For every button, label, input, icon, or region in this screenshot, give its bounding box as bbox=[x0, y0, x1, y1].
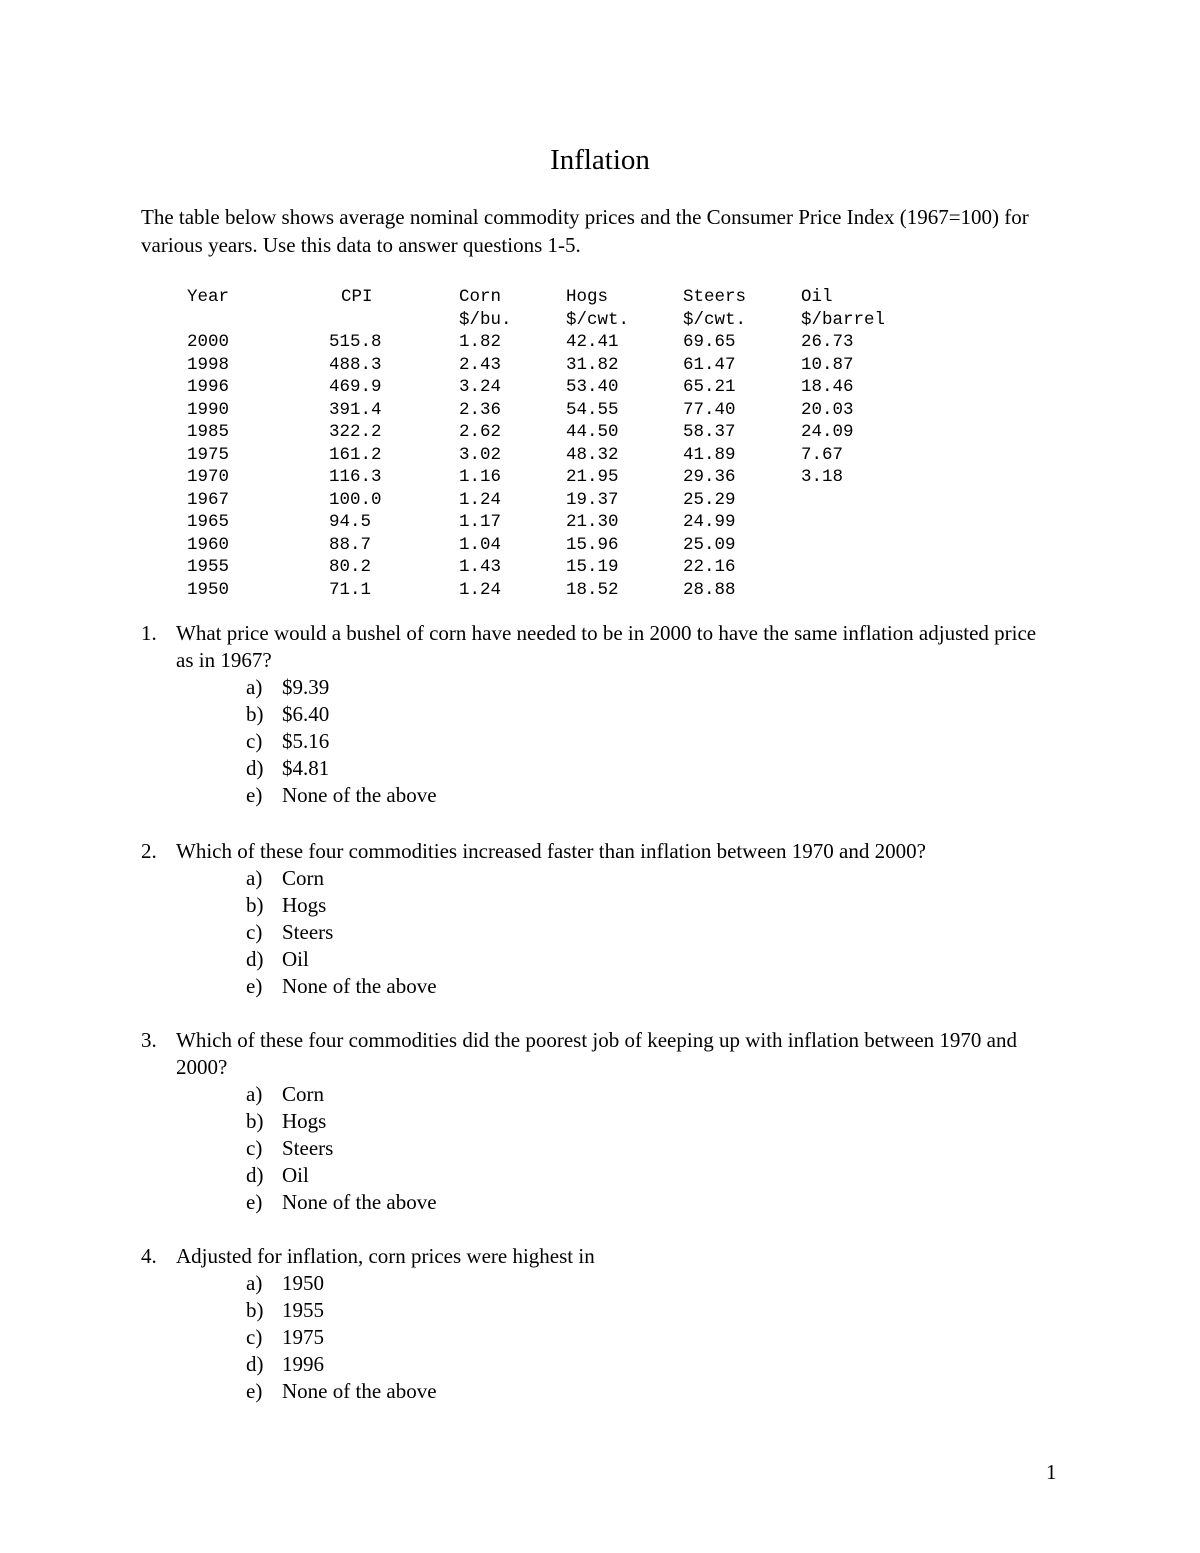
option-letter: d) bbox=[246, 756, 264, 780]
table-row bbox=[187, 376, 911, 399]
option-letter: b) bbox=[246, 893, 264, 917]
option-text: Steers bbox=[282, 1136, 334, 1160]
cell-hogs: 31.82 bbox=[566, 354, 619, 375]
cell-steers: 58.37 bbox=[683, 422, 736, 442]
answer-option bbox=[141, 919, 1041, 946]
cell-steers: 28.88 bbox=[683, 579, 736, 600]
answer-option bbox=[141, 728, 1041, 755]
cell-steers: 22.16 bbox=[683, 557, 736, 577]
cell-corn: 1.04 bbox=[459, 534, 502, 555]
unit-steers: $/cwt. bbox=[683, 309, 747, 330]
cell-steers: 69.65 bbox=[683, 332, 736, 352]
cell-cpi: 100.0 bbox=[329, 489, 382, 510]
cell-cpi: 469.9 bbox=[329, 377, 382, 397]
answer-option bbox=[141, 1189, 1041, 1216]
answer-option bbox=[141, 1081, 1041, 1108]
cell-hogs: 42.41 bbox=[566, 332, 619, 352]
cell-steers: 65.21 bbox=[683, 377, 736, 397]
commodity-price-table bbox=[187, 286, 911, 601]
answer-option bbox=[141, 973, 1041, 1000]
cell-corn: 1.17 bbox=[459, 512, 502, 532]
answer-option bbox=[141, 1135, 1041, 1162]
answer-option bbox=[141, 1351, 1041, 1378]
table-body bbox=[187, 331, 911, 601]
column-header-corn: Corn bbox=[459, 287, 502, 307]
column-header-cpi: CPI bbox=[341, 287, 373, 307]
answer-option bbox=[141, 946, 1041, 973]
cell-hogs: 15.19 bbox=[566, 557, 619, 577]
answer-option bbox=[141, 782, 1041, 809]
cell-year: 1975 bbox=[187, 444, 230, 465]
question-2 bbox=[141, 838, 1041, 1000]
answer-option bbox=[141, 865, 1041, 892]
cell-cpi: 71.1 bbox=[329, 579, 372, 600]
cell-cpi: 116.3 bbox=[329, 467, 382, 487]
cell-hogs: 21.30 bbox=[566, 512, 619, 532]
question-number: 1. bbox=[141, 621, 157, 645]
cell-steers: 25.09 bbox=[683, 534, 736, 555]
question-text: Which of these four commodities increased faster than inflation between 1970 and 2000? bbox=[176, 839, 926, 863]
intro-paragraph: The table below shows average nominal commodity prices and the Consumer Price Index (1967=100) for various years. Use this data to answer questions 1-5. bbox=[141, 205, 1029, 257]
cell-oil: 26.73 bbox=[801, 332, 854, 352]
cell-oil bbox=[801, 489, 911, 512]
cell-year: 1955 bbox=[187, 557, 230, 577]
cell-corn: 1.43 bbox=[459, 557, 502, 577]
cell-corn: 3.02 bbox=[459, 444, 502, 465]
cell-oil bbox=[801, 579, 911, 602]
unit-oil: $/barrel bbox=[801, 309, 886, 330]
option-text: 1955 bbox=[282, 1298, 324, 1322]
cell-oil: 10.87 bbox=[801, 354, 854, 375]
cell-cpi: 161.2 bbox=[329, 444, 382, 465]
table-row bbox=[187, 354, 911, 377]
answer-option bbox=[141, 755, 1041, 782]
option-text: None of the above bbox=[282, 783, 437, 807]
cell-cpi: 515.8 bbox=[329, 332, 382, 352]
column-header-hogs: Hogs bbox=[566, 287, 609, 307]
answer-option bbox=[141, 1324, 1041, 1351]
cell-hogs: 44.50 bbox=[566, 422, 619, 442]
option-letter: c) bbox=[246, 920, 263, 944]
answer-option bbox=[141, 701, 1041, 728]
cell-steers: 24.99 bbox=[683, 512, 736, 532]
table-row bbox=[187, 579, 911, 602]
question-number: 4. bbox=[141, 1244, 157, 1268]
option-letter: e) bbox=[246, 1190, 263, 1214]
question-number: 2. bbox=[141, 839, 157, 863]
option-letter: d) bbox=[246, 947, 264, 971]
page-number: 1 bbox=[1046, 1460, 1057, 1484]
column-header-year: Year bbox=[187, 287, 230, 307]
cell-corn: 2.36 bbox=[459, 399, 502, 420]
option-text: Hogs bbox=[282, 893, 327, 917]
answer-option bbox=[141, 1378, 1041, 1405]
option-letter: d) bbox=[246, 1163, 264, 1187]
cell-corn: 1.16 bbox=[459, 467, 502, 487]
answer-option bbox=[141, 1162, 1041, 1189]
question-4 bbox=[141, 1243, 1041, 1405]
cell-oil: 7.67 bbox=[801, 444, 844, 465]
cell-year: 1998 bbox=[187, 354, 230, 375]
table-row bbox=[187, 331, 911, 354]
option-text: Oil bbox=[282, 1163, 309, 1187]
option-letter: a) bbox=[246, 866, 263, 890]
cell-year: 1970 bbox=[187, 467, 230, 487]
table-row bbox=[187, 421, 911, 444]
option-text: $6.40 bbox=[282, 702, 330, 726]
cell-cpi: 488.3 bbox=[329, 354, 382, 375]
option-letter: a) bbox=[246, 675, 263, 699]
option-letter: c) bbox=[246, 1136, 263, 1160]
cell-hogs: 54.55 bbox=[566, 399, 619, 420]
cell-year: 1960 bbox=[187, 534, 230, 555]
option-text: 1975 bbox=[282, 1325, 324, 1349]
cell-year: 1985 bbox=[187, 422, 230, 442]
page-title: Inflation bbox=[550, 144, 650, 176]
cell-hogs: 21.95 bbox=[566, 467, 619, 487]
option-letter: c) bbox=[246, 729, 263, 753]
question-number: 3. bbox=[141, 1028, 157, 1052]
option-letter: b) bbox=[246, 1298, 264, 1322]
option-letter: b) bbox=[246, 1109, 264, 1133]
answer-options bbox=[141, 865, 1041, 1000]
option-text: 1996 bbox=[282, 1352, 324, 1376]
cell-year: 1950 bbox=[187, 579, 230, 600]
option-text: None of the above bbox=[282, 1190, 437, 1214]
cell-steers: 61.47 bbox=[683, 354, 736, 375]
cell-year: 2000 bbox=[187, 332, 230, 352]
cell-hogs: 53.40 bbox=[566, 377, 619, 397]
option-letter: c) bbox=[246, 1325, 263, 1349]
option-text: $5.16 bbox=[282, 729, 330, 753]
table-row bbox=[187, 444, 911, 467]
table-row bbox=[187, 534, 911, 557]
cell-hogs: 18.52 bbox=[566, 579, 619, 600]
question-text: Which of these four commodities did the poorest job of keeping up with inflation between 1970 and 2000? bbox=[176, 1028, 1017, 1079]
answer-options bbox=[141, 1081, 1041, 1216]
table-row bbox=[187, 399, 911, 422]
unit-hogs: $/cwt. bbox=[566, 309, 630, 330]
cell-year: 1996 bbox=[187, 377, 230, 397]
option-text: Steers bbox=[282, 920, 334, 944]
cell-cpi: 88.7 bbox=[329, 534, 372, 555]
cell-oil: 20.03 bbox=[801, 399, 854, 420]
answer-option bbox=[141, 892, 1041, 919]
question-1 bbox=[141, 620, 1041, 809]
cell-corn: 1.24 bbox=[459, 489, 502, 510]
cell-oil bbox=[801, 556, 911, 579]
column-header-oil: Oil bbox=[801, 287, 833, 307]
option-text: Hogs bbox=[282, 1109, 327, 1133]
table-row bbox=[187, 489, 911, 512]
answer-options bbox=[141, 1270, 1041, 1405]
cell-year: 1965 bbox=[187, 512, 230, 532]
option-letter: e) bbox=[246, 974, 263, 998]
table-header-row bbox=[187, 286, 911, 309]
answer-option bbox=[141, 674, 1041, 701]
unit-cpi bbox=[329, 309, 459, 332]
cell-hogs: 19.37 bbox=[566, 489, 619, 510]
column-header-steers: Steers bbox=[683, 287, 747, 307]
table-units-row bbox=[187, 309, 911, 332]
cell-steers: 29.36 bbox=[683, 467, 736, 487]
question-3 bbox=[141, 1027, 1041, 1216]
cell-cpi: 80.2 bbox=[329, 557, 372, 577]
option-text: Corn bbox=[282, 866, 324, 890]
table-row bbox=[187, 556, 911, 579]
cell-cpi: 391.4 bbox=[329, 399, 382, 420]
answer-option bbox=[141, 1297, 1041, 1324]
cell-oil bbox=[801, 511, 911, 534]
cell-oil: 3.18 bbox=[801, 467, 844, 487]
table-row bbox=[187, 511, 911, 534]
unit-year bbox=[187, 309, 329, 332]
table-row bbox=[187, 466, 911, 489]
question-text: Adjusted for inflation, corn prices were highest in bbox=[176, 1244, 595, 1268]
cell-oil: 24.09 bbox=[801, 422, 854, 442]
option-text: None of the above bbox=[282, 1379, 437, 1403]
option-text: Corn bbox=[282, 1082, 324, 1106]
option-text: $4.81 bbox=[282, 756, 330, 780]
cell-cpi: 322.2 bbox=[329, 422, 382, 442]
cell-steers: 41.89 bbox=[683, 444, 736, 465]
cell-oil bbox=[801, 534, 911, 557]
option-letter: e) bbox=[246, 783, 263, 807]
option-letter: a) bbox=[246, 1082, 263, 1106]
option-text: $9.39 bbox=[282, 675, 330, 699]
cell-year: 1990 bbox=[187, 399, 230, 420]
option-text: Oil bbox=[282, 947, 309, 971]
cell-hogs: 15.96 bbox=[566, 534, 619, 555]
cell-corn: 1.24 bbox=[459, 579, 502, 600]
option-letter: d) bbox=[246, 1352, 264, 1376]
cell-corn: 2.62 bbox=[459, 422, 502, 442]
answer-options bbox=[141, 674, 1041, 809]
option-letter: b) bbox=[246, 702, 264, 726]
cell-year: 1967 bbox=[187, 489, 230, 510]
cell-steers: 25.29 bbox=[683, 489, 736, 510]
option-letter: a) bbox=[246, 1271, 263, 1295]
cell-corn: 3.24 bbox=[459, 377, 502, 397]
option-text: None of the above bbox=[282, 974, 437, 998]
answer-option bbox=[141, 1270, 1041, 1297]
cell-corn: 1.82 bbox=[459, 332, 502, 352]
cell-corn: 2.43 bbox=[459, 354, 502, 375]
option-letter: e) bbox=[246, 1379, 263, 1403]
unit-corn: $/bu. bbox=[459, 309, 512, 330]
cell-hogs: 48.32 bbox=[566, 444, 619, 465]
option-text: 1950 bbox=[282, 1271, 324, 1295]
cell-oil: 18.46 bbox=[801, 377, 854, 397]
cell-steers: 77.40 bbox=[683, 399, 736, 420]
answer-option bbox=[141, 1108, 1041, 1135]
question-text: What price would a bushel of corn have needed to be in 2000 to have the same inflation adjusted price as in 1967? bbox=[176, 621, 1037, 672]
cell-cpi: 94.5 bbox=[329, 512, 372, 532]
